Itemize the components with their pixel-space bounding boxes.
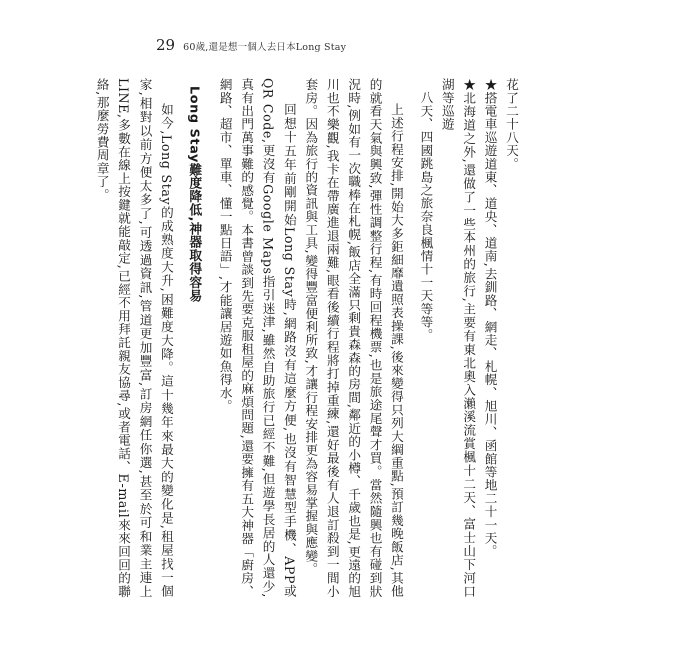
section-heading: Long Stay難度降低,神器取得容易 (186, 85, 202, 303)
page-number: 29 (156, 36, 176, 54)
paragraph-nowadays: 如今,Long Stay的成熟度大升,困難度大降。這十幾年來最大的變化是,租屋找一個家,相對以前方便太多了,可透過資訊,管道更加豐富,訂房網任你選,甚至於可和業主連上LINE,多數在線上按鍵就能敲定,已經不用拜託親友協尋,或者電話、E-mail來來回回的聯絡,那麼勞費周章了。 (94, 78, 174, 598)
bullet-item-honshu-continued: 八天、四國跳島之旅奈良楓情十一天等等。 (418, 90, 434, 342)
paragraph-itinerary: 上述行程安排,開始大多鉅細靡遺照表操課,後來變得只列大綱重點,預訂幾晚飯店,其他的就看天氣與興致,彈性調整行程,有時回程機票,也是旅途尾聲才買。當然隨興也有碰到狀況時,例如有一次職棒在札幌,飯店全滿只剩貴森森的房間,鄰近的小樽、千歲也是,更遠的旭川也不樂觀,我卡在帶廣進退兩難,眼看後續行程將打掉重練,還好最後有人退訂殺到一間小套房。因為旅行的資訊與工具,變得豐富便利所致,才讓行程安排更為容易掌握與應變。 (303, 78, 404, 599)
bullet-item-honshu: ★北海道之外,還做了一些本州的旅行,主要有東北奧入瀨溪流賞楓十二天、富士山下河口湖等巡遊 (439, 78, 477, 598)
bullet-item-hokkaido: ★搭電車巡遊道東、道央、道南,去釧路、網走、札幌、旭川、函館等地二十一天。 (482, 78, 498, 558)
paragraph-fifteen-years-ago: 回想十五年前剛開始Long Stay時,網路沒有這麼方便,也沒有智慧型手機、APP或QR Code,更沒有Google Maps指引迷津,雖然自助旅行已經不難,但遊學長居的人還少,真有出門萬事難的感覺。本書曾談到先要克服租屋的麻煩問題,還要擁有五大神器「廚房、網路、超市、單車、懂一點日語」,才能讓居遊如魚得水。 (217, 78, 297, 598)
vertical-body-text (94, 78, 522, 599)
running-title: 60歲,還是想一個人去日本Long Stay (183, 42, 347, 53)
text-line-days: 花了二十八天。 (504, 78, 519, 171)
running-header (156, 36, 346, 56)
